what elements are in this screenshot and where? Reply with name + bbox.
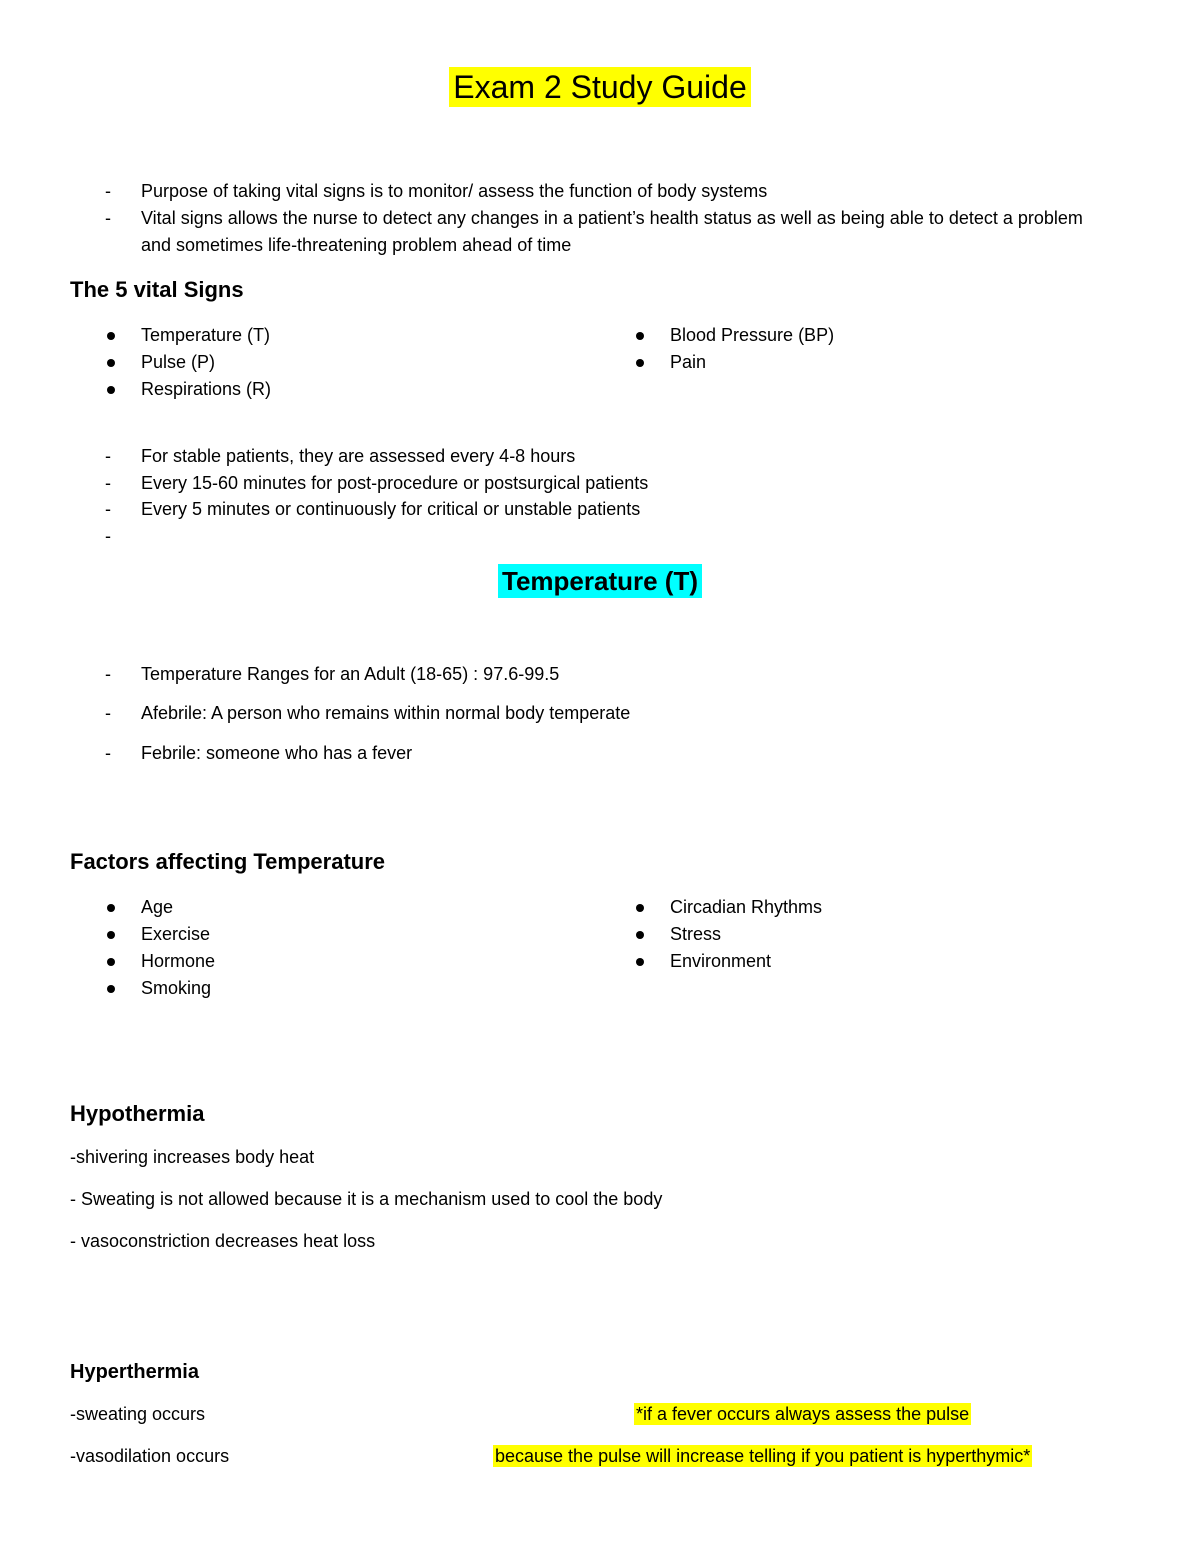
- title-text: Exam 2 Study Guide: [449, 67, 750, 107]
- highlighted-note: because the pulse will increase telling if you patient is hyperthymic*: [495, 1446, 1031, 1466]
- hypothermia-item: -shivering increases body heat: [70, 1147, 315, 1167]
- temperature-item: [105, 661, 1105, 688]
- dash-marker: -: [105, 208, 111, 228]
- temperature-text: Afebrile: A person who remains within normal body temperate: [141, 703, 631, 723]
- list-item: Age: [105, 894, 215, 921]
- temperature-item: [105, 740, 1105, 767]
- dash-marker: -: [105, 703, 111, 723]
- list-item: Pain: [634, 349, 834, 376]
- list-item: Hormone: [105, 948, 215, 975]
- frequency-item: [105, 470, 1105, 497]
- hypothermia-item: - vasoconstriction decreases heat loss: [70, 1231, 376, 1251]
- hyperthermia-item: -vasodilation occurs: [70, 1446, 230, 1466]
- list-item: Pulse (P): [105, 349, 271, 376]
- list-item: Exercise: [105, 921, 215, 948]
- frequency-text: For stable patients, they are assessed every 4-8 hours: [141, 446, 576, 466]
- list-item: Environment: [634, 948, 822, 975]
- page-title: [0, 68, 1200, 106]
- dash-marker: -: [105, 664, 111, 684]
- list-item: Smoking: [105, 975, 215, 1002]
- factors-list-left: [105, 894, 215, 1002]
- temperature-heading: [0, 566, 1200, 597]
- vital-signs-list-left: [105, 322, 271, 403]
- list-item: Blood Pressure (BP): [634, 322, 834, 349]
- vital-signs-heading: The 5 vital Signs: [70, 277, 244, 302]
- list-item: Circadian Rhythms: [634, 894, 822, 921]
- dash-marker: -: [105, 446, 111, 466]
- dash-marker: -: [105, 526, 111, 546]
- dash-marker: -: [105, 181, 111, 201]
- temperature-text: Febrile: someone who has a fever: [141, 743, 413, 763]
- intro-item: [105, 205, 1105, 259]
- intro-text: Vital signs allows the nurse to detect any changes in a patient’s health status as well as being able to detect a problem and sometimes life-threatening problem ahead of time: [141, 208, 1083, 255]
- frequency-item: [105, 443, 1105, 470]
- factors-heading: Factors affecting Temperature: [70, 849, 386, 874]
- temperature-text: Temperature Ranges for an Adult (18-65) : 97.6-99.5: [141, 664, 560, 684]
- hyperthermia-note-line-2: [493, 1446, 1032, 1468]
- dash-marker: -: [105, 743, 111, 763]
- list-item: Temperature (T): [105, 322, 271, 349]
- intro-item: [105, 178, 1105, 205]
- frequency-text: Every 5 minutes or continuously for critical or unstable patients: [141, 499, 641, 519]
- temperature-heading-text: Temperature (T): [498, 564, 702, 598]
- hypothermia-heading: Hypothermia: [70, 1101, 205, 1126]
- dash-marker: -: [105, 473, 111, 493]
- hyperthermia-heading: Hyperthermia: [70, 1361, 199, 1383]
- list-item: Stress: [634, 921, 822, 948]
- highlighted-note: *if a fever occurs always assess the pulse: [636, 1404, 970, 1424]
- hyperthermia-note-line-1: [634, 1404, 971, 1426]
- hypothermia-item: - Sweating is not allowed because it is a mechanism used to cool the body: [70, 1189, 663, 1209]
- frequency-item: [105, 496, 1105, 523]
- list-item: Respirations (R): [105, 376, 271, 403]
- vital-signs-list-right: [634, 322, 834, 376]
- factors-list-right: [634, 894, 822, 975]
- temperature-item: [105, 700, 1105, 727]
- frequency-text: Every 15-60 minutes for post-procedure or postsurgical patients: [141, 473, 649, 493]
- hyperthermia-item: -sweating occurs: [70, 1404, 206, 1424]
- intro-text: Purpose of taking vital signs is to monitor/ assess the function of body systems: [141, 181, 768, 201]
- dash-marker: -: [105, 499, 111, 519]
